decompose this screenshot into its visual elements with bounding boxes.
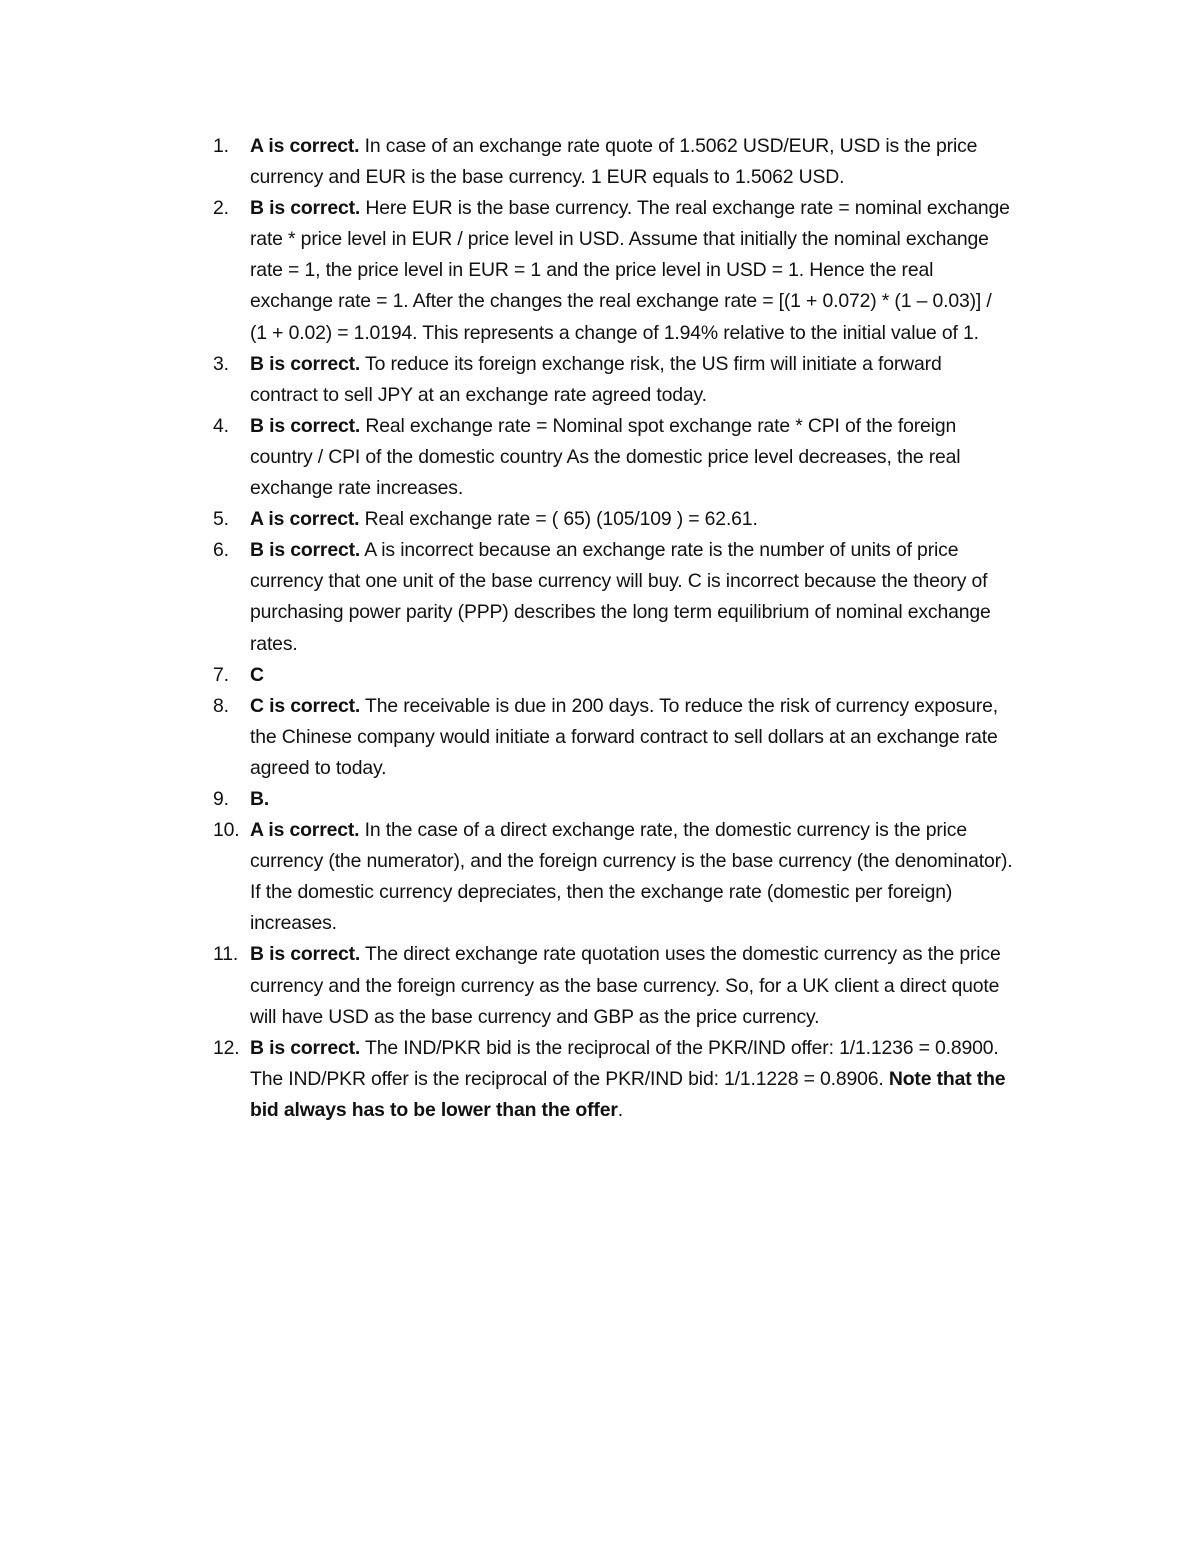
answer-list bbox=[213, 131, 1013, 1126]
answer-item-9 bbox=[213, 784, 1013, 815]
answer-number: 12. bbox=[213, 1036, 240, 1059]
answer-number: 8. bbox=[213, 694, 229, 717]
answer-lead: C bbox=[250, 663, 264, 686]
answer-item-7 bbox=[213, 660, 1013, 691]
answer-number: 3. bbox=[213, 352, 229, 375]
answer-item-5 bbox=[213, 504, 1013, 535]
answer-text: The IND/PKR bid is the reciprocal of the PKR/IND offer: 1/1.1236 = 0.8900. The IND/PKR offer is the reciprocal of the PKR/IND bid: 1/1.1228 = 0.8906. bbox=[250, 1036, 999, 1090]
answer-lead: B is correct. bbox=[250, 539, 361, 562]
answer-text: The direct exchange rate quotation uses the domestic currency as the price currency and the foreign currency as the base currency. So, for a UK client a direct quote will have USD as the base currency and GBP as the price currency. bbox=[250, 943, 1001, 1028]
answer-text: Real exchange rate = Nominal spot exchange rate * CPI of the foreign country / CPI of the domestic country As the domestic price level decreases, the real exchange rate increases. bbox=[250, 414, 961, 500]
answer-lead: B is correct. bbox=[250, 414, 361, 437]
answer-item-2 bbox=[213, 193, 1013, 348]
answer-item-10 bbox=[213, 815, 1013, 939]
answer-text: In case of an exchange rate quote of 1.5062 USD/EUR, USD is the price currency and EUR is the base currency. 1 EUR equals to 1.5062 USD. bbox=[250, 135, 978, 189]
answer-lead: A is correct. bbox=[250, 508, 360, 531]
answer-item-11 bbox=[213, 939, 1013, 1032]
answer-item-4 bbox=[213, 411, 1013, 504]
answer-number: 9. bbox=[213, 787, 229, 810]
answer-lead: B is correct. bbox=[250, 197, 361, 220]
answer-item-3 bbox=[213, 349, 1013, 411]
answer-note-punctuation: . bbox=[617, 1098, 623, 1121]
answer-text: A is incorrect because an exchange rate is the number of units of price currency that one unit of the base currency will buy. C is incorrect because the theory of purchasing power parity (PPP) describes the long term equilibrium of nominal exchange rates. bbox=[250, 539, 991, 655]
answer-item-12 bbox=[213, 1033, 1013, 1126]
answer-text: The receivable is due in 200 days. To reduce the risk of currency exposure, the Chinese company would initiate a forward contract to sell dollars at an exchange rate agreed to today. bbox=[250, 694, 998, 779]
answer-number: 6. bbox=[213, 539, 229, 562]
answer-number: 7. bbox=[213, 663, 229, 686]
answer-text: In the case of a direct exchange rate, the domestic currency is the price currency (the numerator), and the foreign currency is the base currency (the denominator). If the domestic currency depreciates, then the exchange rate (domestic per foreign) increases. bbox=[250, 819, 1013, 935]
answer-number: 4. bbox=[213, 414, 229, 437]
answer-number: 11. bbox=[213, 943, 239, 966]
answer-lead: B is correct. bbox=[250, 943, 361, 966]
answer-number: 1. bbox=[213, 135, 229, 157]
answer-lead: C is correct. bbox=[250, 694, 361, 717]
answer-number: 2. bbox=[213, 197, 229, 220]
answer-number: 10. bbox=[213, 819, 240, 842]
answer-lead: B is correct. bbox=[250, 1036, 361, 1059]
answer-item-6 bbox=[213, 535, 1013, 659]
answer-item-1 bbox=[213, 131, 1013, 193]
answer-text: Here EUR is the base currency. The real exchange rate = nominal exchange rate * price level in EUR / price level in USD. Assume that initially the nominal exchange rate = 1, the price level in EUR = 1 and the price level in USD = 1. Hence the real exchange rate = 1. After the changes the real exchange rate = [(1 + 0.072) * (1 – 0.03)] / (1 + 0.02) = 1.0194. This represents a change of 1.94% relative to the initial value of 1. bbox=[250, 197, 1010, 344]
answer-text: To reduce its foreign exchange risk, the US firm will initiate a forward contract to sell JPY at an exchange rate agreed today. bbox=[250, 352, 942, 406]
answer-text: Real exchange rate = ( 65) (105/109 ) = 62.61. bbox=[359, 508, 758, 531]
answer-number: 5. bbox=[213, 508, 229, 531]
answer-lead: A is correct. bbox=[250, 819, 360, 842]
answer-lead: B is correct. bbox=[250, 352, 361, 375]
answer-note: Note that the bid always has to be lower than the offer bbox=[250, 1067, 1006, 1121]
answer-item-8 bbox=[213, 691, 1013, 784]
answer-lead: B. bbox=[250, 787, 270, 810]
answer-lead: A is correct. bbox=[250, 135, 360, 157]
